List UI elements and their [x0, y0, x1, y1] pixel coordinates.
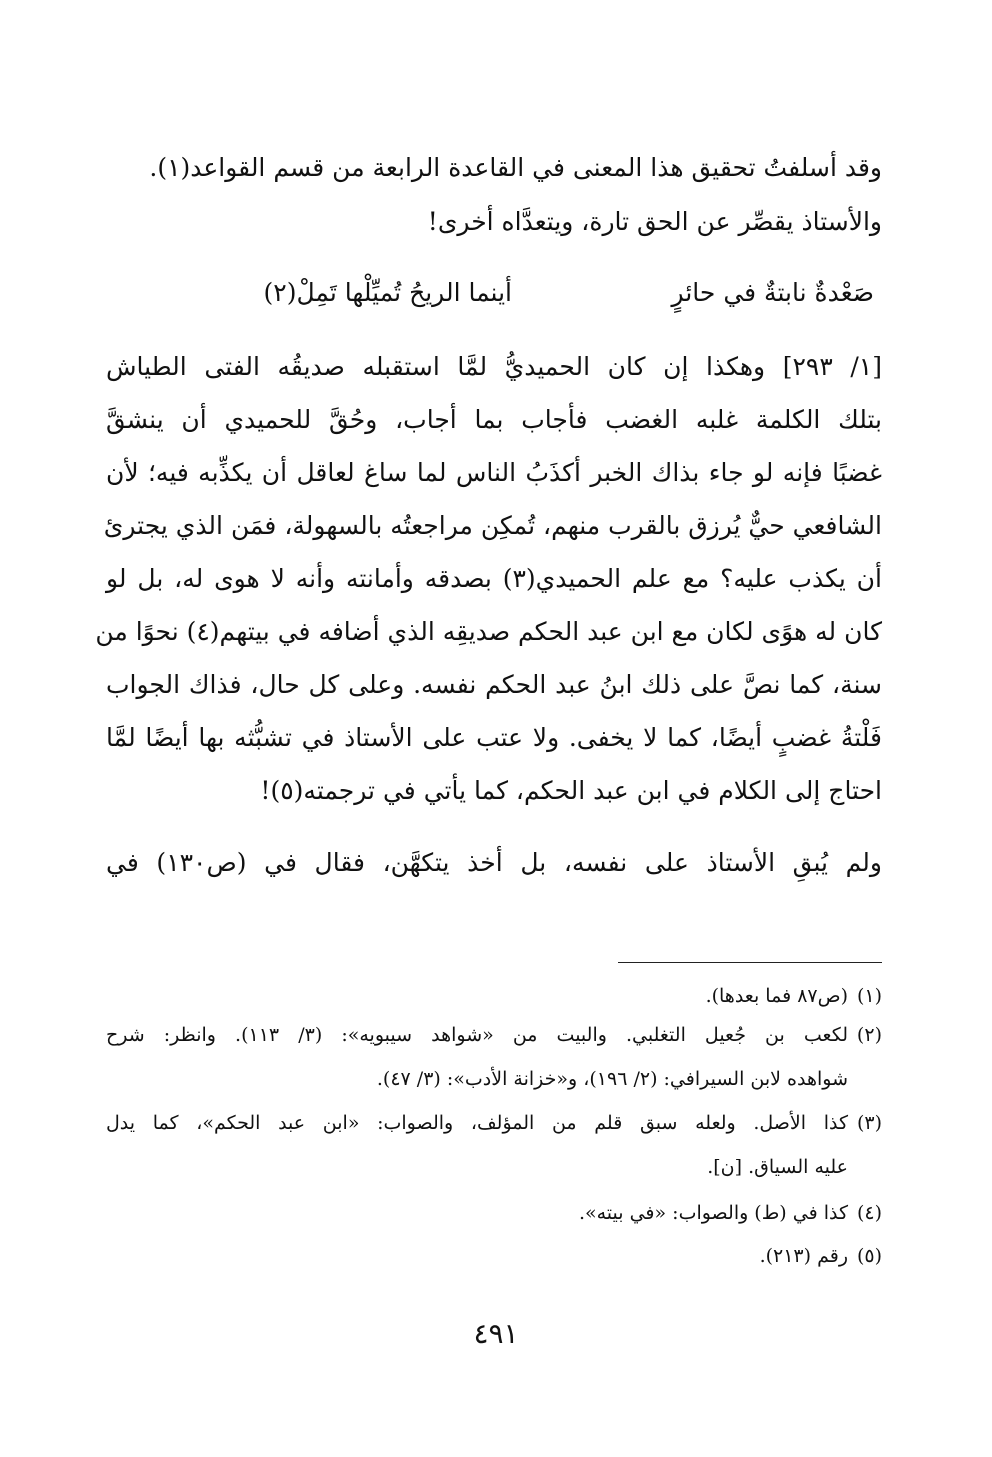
footnote-1 [106, 985, 882, 1007]
footnote-text: لكعب بن جُعيل التغلبي. والبيت من «شواهد سيبويه»: (٣/ ١١٣). وانظر: شرح [106, 1024, 848, 1046]
footnote-3 [106, 1112, 882, 1134]
verse-second-hemistich: أينما الريحُ تُميِّلْها تَمِلْ(٢) [263, 278, 512, 307]
body-line-7: أن يكذب عليه؟ مع علم الحميدي(٣) بصدقه وأمانته وأنه لا هوى له، بل لو [106, 564, 882, 593]
footnote-number: (٥) [856, 1245, 882, 1267]
footnote-number: (١) [856, 985, 882, 1007]
page-number: ٤٩١ [473, 1317, 519, 1350]
footnote-separator [618, 962, 882, 963]
footnote-text: كذا الأصل. ولعله سبق قلم من المؤلف، والصواب: «ابن عبد الحكم»، كما يدل [106, 1112, 848, 1134]
body-line-5: غضبًا فإنه لو جاء بذاك الخبر أكذَبُ الناس لما ساغ لعاقل أن يكذِّبه فيه؛ لأن [106, 458, 882, 487]
body-line-10: فَلْتةُ غضبٍ أيضًا، كما لا يخفى. ولا عتب على الأستاذ في تشبُّثه بها أيضًا لمَّا [106, 723, 882, 752]
verse-first-hemistich: صَعْدةٌ نابتةٌ في حائرٍ [671, 278, 874, 307]
footnote-text: رقم (٢١٣). [759, 1245, 848, 1267]
footnote-text: (ص٨٧ فما بعدها). [705, 985, 848, 1007]
body-line-1: وقد أسلفتُ تحقيق هذا المعنى في القاعدة الرابعة من قسم القواعد(١). [149, 153, 882, 182]
footnote-2-continuation: شواهده لابن السيرافي: (٢/ ١٩٦)، و«خزانة الأدب»: (٣/ ٤٧). [376, 1068, 848, 1090]
body-line-11: احتاج إلى الكلام في ابن عبد الحكم، كما يأتي في ترجمته(٥)! [260, 776, 882, 805]
body-line-3: [١/ ٢٩٣] وهكذا إن كان الحميديُّ لمَّا استقبله صديقُه الفتى الطياش [106, 352, 882, 381]
body-line-2: والأستاذ يقصِّر عن الحق تارة، ويتعدَّاه أخرى! [427, 207, 882, 236]
footnote-2 [106, 1024, 882, 1046]
footnote-text: كذا في (ط) والصواب: «في بيته». [578, 1202, 848, 1224]
footnote-3-continuation: عليه السياق. [ن]. [707, 1156, 848, 1178]
body-line-8: كان له هوًى لكان مع ابن عبد الحكم صديقِه الذي أضافه في بيتهم(٤) نحوًا من [95, 617, 882, 646]
footnote-4 [106, 1202, 882, 1224]
body-line-9: سنة، كما نصَّ على ذلك ابنُ عبد الحكم نفسه. وعلى كل حال، فذاك الجواب [106, 670, 882, 699]
body-line-12: ولم يُبقِ الأستاذ على نفسه، بل أخذ يتكهَّن، فقال في (ص١٣٠) في [106, 848, 882, 877]
body-line-6: الشافعي حيٌّ يُرزق بالقرب منهم، تُمكِن مراجعتُه بالسهولة، فمَن الذي يجترئ [103, 511, 882, 540]
footnote-5 [106, 1245, 882, 1267]
footnote-number: (٣) [856, 1112, 882, 1134]
footnote-number: (٤) [856, 1202, 882, 1224]
body-line-4: بتلك الكلمة غلبه الغضب فأجاب بما أجاب، وحُقَّ للحميدي أن ينشقَّ [106, 405, 882, 434]
footnote-number: (٢) [856, 1024, 882, 1046]
